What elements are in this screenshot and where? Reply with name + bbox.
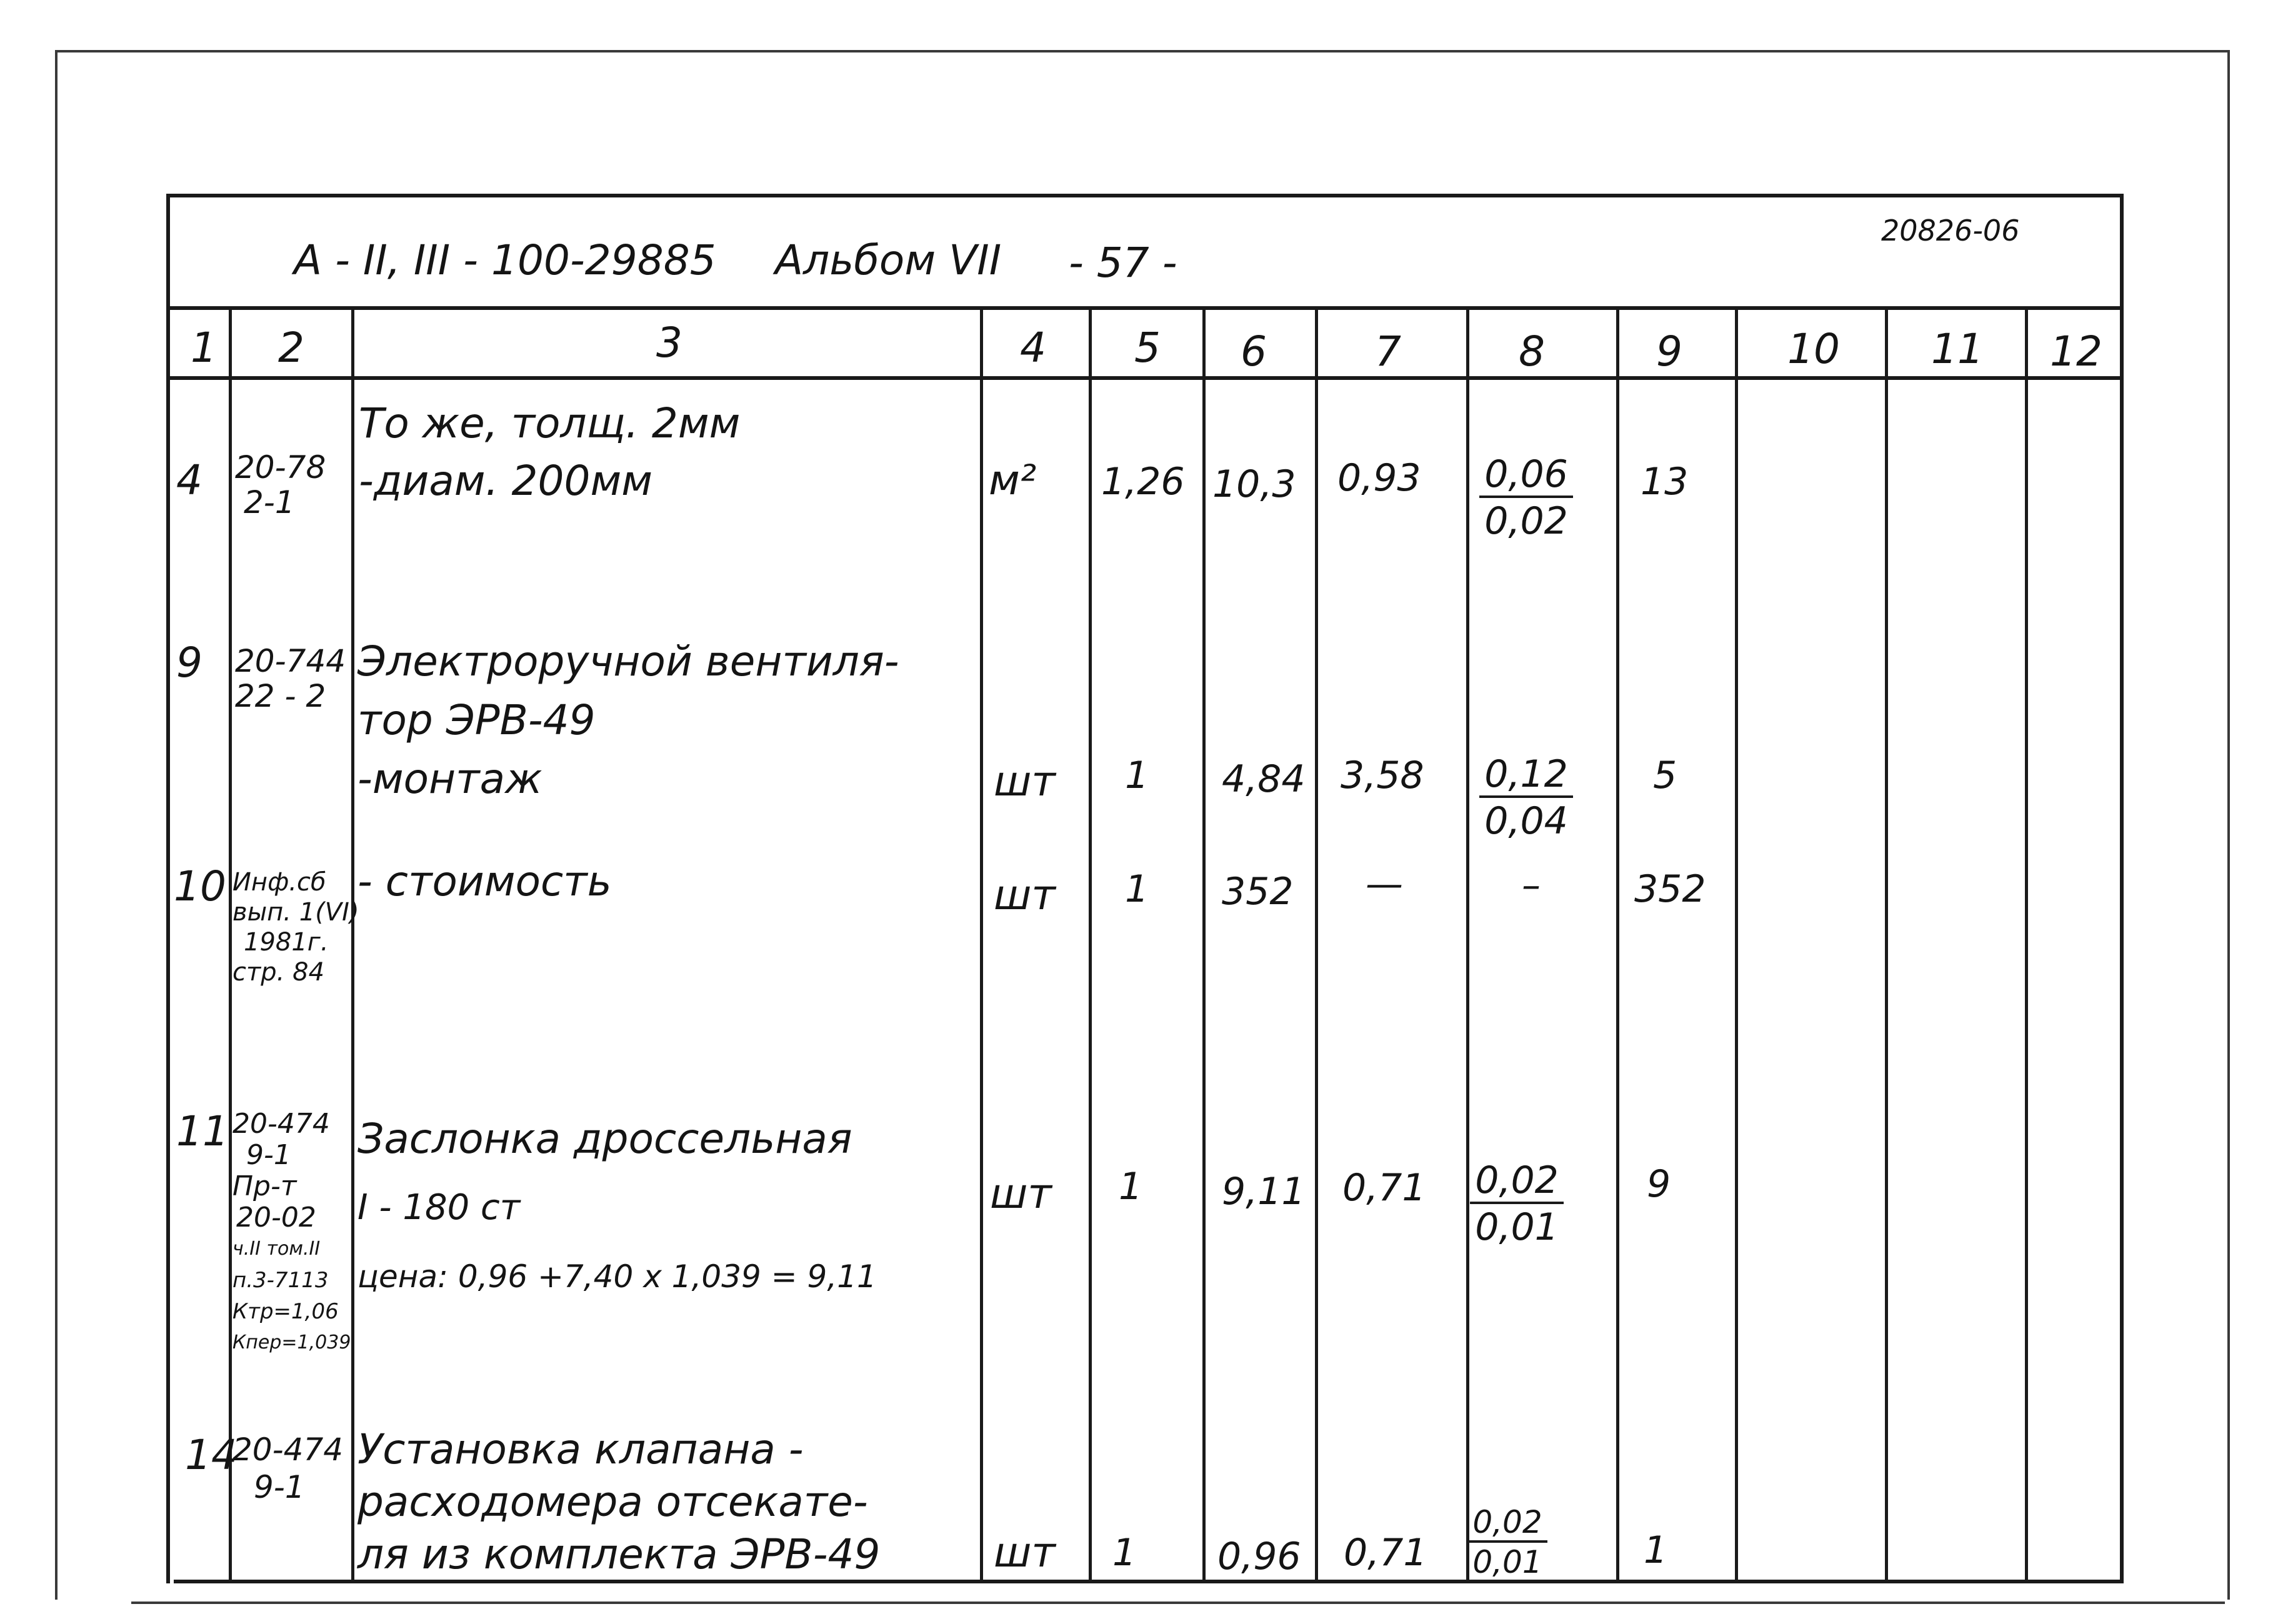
col-header-12: 12 bbox=[2050, 327, 2102, 376]
row-col9: 5 bbox=[1653, 754, 1677, 797]
row-unit: шт bbox=[994, 1528, 1056, 1577]
row-col8: – bbox=[1522, 864, 1541, 907]
col-header-7: 7 bbox=[1375, 327, 1401, 376]
row-number: 4 bbox=[176, 456, 202, 504]
row-number: 9 bbox=[176, 639, 202, 687]
col-divider-1 bbox=[229, 307, 232, 1582]
row-col9: 1 bbox=[1644, 1528, 1668, 1572]
header-bottom-line bbox=[166, 306, 2124, 310]
row-reference: 20-78 2-1 bbox=[235, 449, 326, 521]
row-qty: 1 bbox=[1112, 1531, 1137, 1575]
col-divider-4 bbox=[1089, 307, 1092, 1582]
row-col7: 3,58 bbox=[1341, 754, 1424, 797]
col-divider-5 bbox=[1202, 307, 1206, 1582]
col-header-5: 5 bbox=[1134, 324, 1161, 372]
page-number: - 57 - bbox=[1069, 239, 1177, 287]
col-header-1: 1 bbox=[191, 324, 217, 372]
col-header-8: 8 bbox=[1519, 327, 1545, 376]
col-divider-9 bbox=[1735, 307, 1738, 1582]
row-col6: 352 bbox=[1222, 870, 1294, 914]
col-header-2: 2 bbox=[278, 324, 304, 372]
document-code: 20826-06 bbox=[1881, 214, 2020, 247]
page-border-bottom bbox=[131, 1602, 2225, 1604]
row-col6: 0,96 bbox=[1217, 1535, 1301, 1578]
col-divider-11 bbox=[2025, 307, 2028, 1582]
page-border-right bbox=[2227, 50, 2230, 1600]
row-col7: 0,93 bbox=[1337, 456, 1421, 500]
row-description: - стоимость bbox=[357, 857, 612, 905]
row-col8-fraction: $\frac{0,02}{0,01}$ bbox=[1464, 1161, 1570, 1248]
row-qty: 1,26 bbox=[1101, 460, 1185, 504]
col-header-3: 3 bbox=[656, 319, 682, 367]
col-divider-6 bbox=[1315, 307, 1318, 1582]
row-description: Установка клапана - расходомера отсекате- ля из комплекта ЭРВ-49 bbox=[357, 1425, 881, 1578]
row-reference: 20-474 9-1 bbox=[232, 1432, 344, 1505]
row-col7: — bbox=[1366, 862, 1403, 906]
col-divider-10 bbox=[1885, 307, 1888, 1582]
col-header-6: 6 bbox=[1241, 327, 1267, 376]
row-col7: 0,71 bbox=[1344, 1531, 1427, 1575]
row-reference: 20-474 9-1 Пр-т 20-02 ч.II том.II п.3-7113 Ктр=1,06 Кпер=1,039 bbox=[232, 1108, 351, 1353]
col-header-10: 10 bbox=[1787, 325, 1840, 373]
row-col6: 9,11 bbox=[1222, 1170, 1306, 1213]
table-left-line bbox=[166, 194, 170, 1583]
row-description: Заслонка дроссельная I - 180 ст цена: 0,96 +7,40 x 1,039 = 9,11 bbox=[357, 1115, 877, 1295]
row-unit: шт bbox=[994, 757, 1056, 805]
colnum-bottom-line bbox=[166, 376, 2124, 380]
document-designation: А - II, III - 100-29885 bbox=[294, 236, 716, 284]
row-description: То же, толщ. 2мм -диам. 200мм bbox=[359, 399, 741, 505]
row-qty: 1 bbox=[1125, 867, 1149, 911]
col-divider-8 bbox=[1616, 307, 1619, 1582]
col-divider-3 bbox=[980, 307, 983, 1582]
row-col9: 9 bbox=[1647, 1162, 1671, 1206]
row-reference: 20-744 22 - 2 bbox=[235, 643, 346, 714]
col-header-9: 9 bbox=[1656, 327, 1682, 376]
row-unit: шт bbox=[990, 1170, 1052, 1218]
row-col8-fraction: $\frac{0,02}{0,01}$ bbox=[1464, 1506, 1551, 1580]
row-description: Электроручной вентиля- тор ЭРВ-49 -монтаж bbox=[357, 637, 899, 803]
table-top-line bbox=[166, 194, 2124, 197]
row-col9: 13 bbox=[1641, 460, 1689, 504]
row-col6: 4,84 bbox=[1222, 757, 1306, 801]
table-right-line bbox=[2120, 194, 2124, 1583]
row-col9: 352 bbox=[1634, 867, 1706, 911]
row-col8-fraction: $\frac{0,12}{0,04}$ bbox=[1464, 755, 1589, 842]
album-label: Альбом VII bbox=[775, 236, 1002, 284]
page-border-top bbox=[55, 50, 2229, 52]
row-col8-fraction: $\frac{0,06}{0,02}$ bbox=[1464, 455, 1589, 542]
row-col7: 0,71 bbox=[1342, 1166, 1426, 1210]
page-border-left bbox=[55, 50, 57, 1600]
row-reference: Инф.сб вып. 1(VI) 1981г. стр. 84 bbox=[232, 868, 359, 987]
row-number: 14 bbox=[185, 1431, 237, 1479]
row-unit: м² bbox=[989, 456, 1037, 504]
row-qty: 1 bbox=[1119, 1165, 1143, 1208]
col-header-11: 11 bbox=[1931, 325, 1984, 373]
row-col6: 10,3 bbox=[1212, 462, 1296, 506]
col-header-4: 4 bbox=[1020, 324, 1046, 372]
row-number: 11 bbox=[176, 1107, 229, 1155]
row-number: 10 bbox=[174, 862, 226, 910]
row-qty: 1 bbox=[1125, 754, 1149, 797]
row-unit: шт bbox=[994, 871, 1056, 919]
